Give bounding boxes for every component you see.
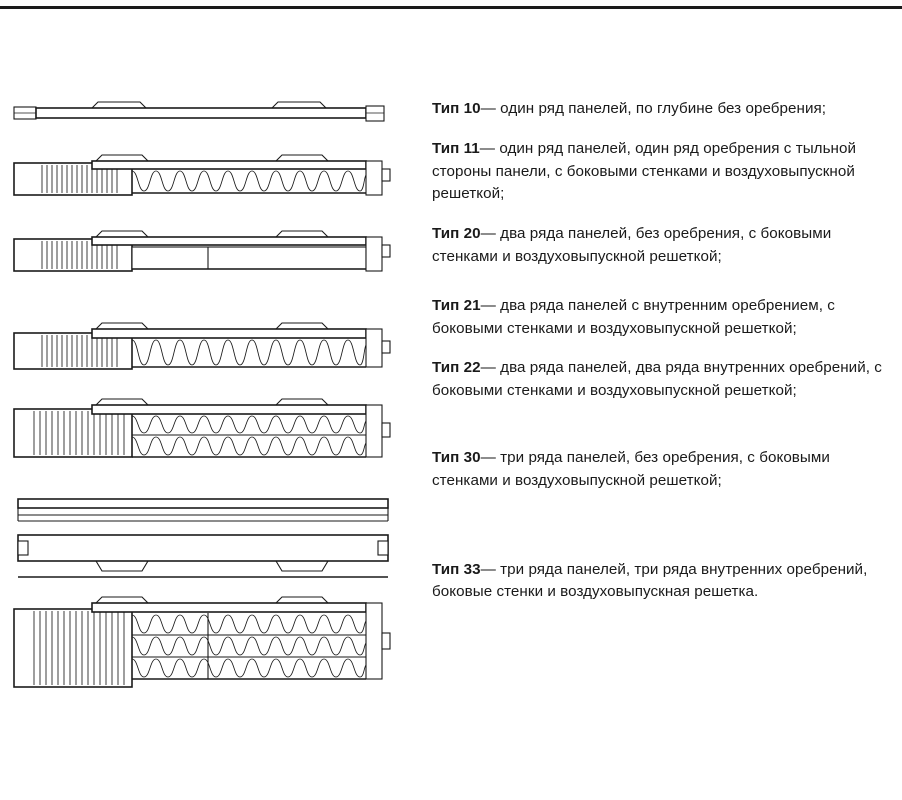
label-type-21: Тип 21 [432, 296, 481, 314]
label-type-30: Тип 30 [432, 448, 481, 466]
drawing-type-11 [0, 147, 400, 209]
label-type-22: Тип 22 [432, 359, 481, 377]
description-type-33 [432, 559, 900, 605]
drawing-type-22 [0, 395, 400, 471]
dash-type-33: — [480, 560, 496, 578]
header-divider-rule [0, 6, 902, 9]
description-type-22 [432, 357, 900, 403]
radiator-cross-sections [0, 95, 420, 735]
drawing-type-33 [0, 595, 400, 701]
description-type-11 [432, 138, 900, 206]
dash-type-10: — [480, 100, 496, 117]
description-type-10 [432, 98, 900, 121]
dash-type-22: — [480, 359, 496, 377]
label-type-33: Тип 33 [432, 560, 481, 578]
description-type-30 [432, 447, 900, 493]
text-type-33: три ряда панелей, три ряда внутренних оребрений, боковые стенки и воздуховыпускная решетка. [432, 560, 868, 601]
dash-type-20: — [480, 225, 496, 243]
text-type-11: один ряд панелей, один ряд оребрения с тыльной стороны панели, с боковыми стенками и воздуховыпускной решеткой; [432, 139, 857, 203]
text-type-30: три ряда панелей, без оребрения, с боковыми стенками и воздуховыпускной решеткой; [432, 448, 830, 489]
text-type-20: два ряда панелей, без оребрения, с боковыми стенками и воздуховыпускной решеткой; [432, 225, 832, 265]
label-type-11: Тип 11 [432, 139, 480, 157]
dash-type-30: — [480, 448, 496, 466]
text-type-10: один ряд панелей, по глубине без оребрения; [500, 100, 827, 117]
drawing-type-30 [0, 491, 400, 587]
text-type-21: два ряда панелей с внутренним оребрением, с боковыми стенками и воздуховыпускной решеткой; [432, 296, 835, 337]
description-type-21 [432, 295, 900, 341]
drawing-type-21 [0, 317, 400, 383]
type-descriptions [432, 98, 900, 621]
dash-type-11: — [479, 139, 496, 157]
drawing-type-20 [0, 223, 400, 285]
description-type-20 [432, 223, 900, 269]
drawing-type-10 [0, 95, 400, 133]
label-type-10: Тип 10 [432, 100, 481, 117]
dash-type-21: — [480, 296, 496, 314]
label-type-20: Тип 20 [432, 225, 481, 243]
text-type-22: два ряда панелей, два ряда внутренних оребрений, с боковыми стенками и воздуховыпускной решеткой; [432, 359, 882, 400]
